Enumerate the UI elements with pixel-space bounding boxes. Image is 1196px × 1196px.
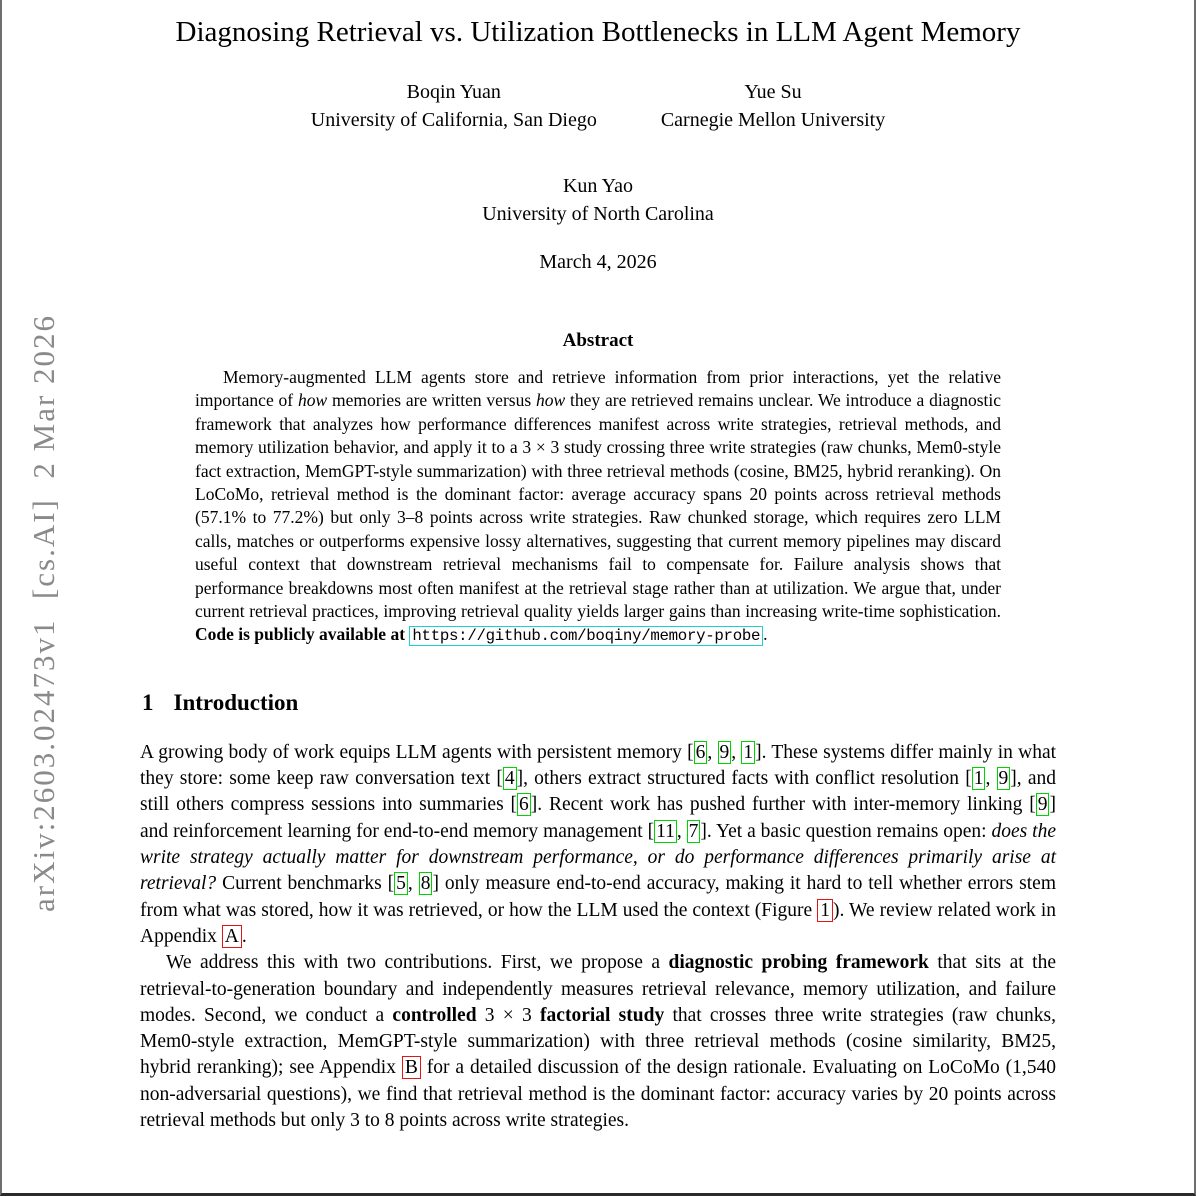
author-2-affiliation: Carnegie Mellon University	[660, 109, 886, 131]
text-segment: ,	[731, 741, 742, 763]
text-segment: ] and reinforcement learning for end-to-end memory management [	[140, 794, 1056, 842]
section-title: Introduction	[173, 689, 299, 715]
text-segment: ,	[407, 873, 419, 895]
text-segment: ,	[985, 768, 997, 790]
cross-reference-link[interactable]: A	[222, 925, 242, 948]
text-segment: ,	[676, 820, 687, 842]
citation-link[interactable]: 1	[973, 768, 984, 790]
author-3	[2, 172, 1194, 228]
citation-link[interactable]: 9	[719, 741, 730, 763]
intro-paragraph-2	[140, 950, 1056, 1134]
bold-text: Code is publicly available at	[195, 624, 406, 645]
citation-link[interactable]: 9	[998, 768, 1009, 790]
author-2-name: Yue Su	[744, 81, 802, 103]
text-segment: for a detailed discussion of the design rationale. Evaluating on LoCoMo (1,540 non-adversarial questions), we find that retrieval method is the dominant factor: accuracy varies by 20 points across retrieval methods but only 3 to 8 points across write strategies.	[140, 1057, 1056, 1132]
section-heading-introduction	[142, 687, 1194, 718]
citation-link[interactable]: 4	[504, 768, 515, 790]
text-segment: they are retrieved remains unclear. We introduce a diagnostic framework that analyzes how performance differences manifest across write strategies, retrieval methods, and memory utilization behavior, and apply it to a 3 × 3 study crossing three write strategies (raw chunks, Mem0-style fact extraction, MemGPT-style summarization) with three retrieval methods (cosine, BM25, hybrid reranking). On LoCoMo, retrieval method is the dominant factor: average accuracy spans 20 points across retrieval methods (57.1% to 77.2%) but only 3–8 points across write strategies. Raw chunked storage, which requires zero LLM calls, matches or outperforms expensive lossy alternatives, suggesting that current memory pipelines may discard useful context that downstream retrieval mechanisms fail to compensate for. Failure analysis shows that performance breakdowns most often manifest at the retrieval stage rather than at utilization. We argue that, under current retrieval practices, improving retrieval quality yields larger gains than increasing write-time sophistication.	[195, 390, 1002, 622]
citation-link[interactable]: 1	[743, 741, 754, 763]
text-segment: .	[763, 624, 768, 645]
text-segment: ,	[707, 741, 718, 763]
bold-text: controlled	[392, 1004, 477, 1026]
text-segment: ]. Yet a basic question remains open:	[700, 820, 992, 842]
author-3-affiliation: University of North Carolina	[482, 203, 714, 225]
abstract-text	[195, 366, 1001, 649]
author-1	[311, 78, 597, 134]
citation-link[interactable]: 6	[519, 794, 529, 816]
cross-reference-link[interactable]: B	[402, 1056, 421, 1079]
citation-link[interactable]: 5	[396, 873, 406, 895]
author-3-name: Kun Yao	[562, 175, 634, 197]
author-2	[661, 78, 885, 134]
citation-link[interactable]: 9	[1037, 794, 1048, 816]
cross-reference-link[interactable]: 1	[817, 899, 833, 922]
text-segment: A growing body of work equips LLM agents with persistent memory [	[140, 741, 694, 763]
arxiv-watermark: arXiv:2603.02473v1 [cs.AI] 2 Mar 2026	[26, 313, 61, 912]
intro-paragraph-1	[140, 740, 1056, 950]
italic-text: does the write strategy actually matter for downstream performance, or do performance differences primarily arise at retrieval?	[140, 820, 1056, 895]
text-segment: that crosses three write strategies (raw chunks, Mem0-style extraction, MemGPT-style summarization) with three retrieval methods (cosine similarity, BM25, hybrid reranking); see Appendix	[140, 1004, 1057, 1079]
text-segment: Current benchmarks [	[216, 873, 395, 895]
text-segment: ). We review related work in Appendix	[140, 899, 1057, 947]
abstract-heading: Abstract	[562, 330, 634, 351]
text-segment: ], and still others compress sessions into summaries [	[140, 768, 1057, 816]
text-segment: .	[241, 925, 247, 947]
text-segment: ], others extract structured facts with conflict resolution [	[516, 768, 972, 790]
external-url-link[interactable]: https://github.com/boqiny/memory-probe	[409, 626, 763, 646]
citation-link[interactable]: 8	[420, 873, 431, 895]
paper-date: March 4, 2026	[539, 251, 657, 273]
text-segment: memories are written versus	[327, 390, 536, 411]
paper-title: Diagnosing Retrieval vs. Utilization Bottlenecks in LLM Agent Memory	[175, 16, 1021, 48]
text-segment: We address this with two contributions. First, we propose a	[166, 952, 669, 974]
citation-link[interactable]: 6	[695, 741, 706, 763]
italic-text: how	[297, 390, 328, 411]
authors-row	[2, 78, 1194, 134]
bold-text: factorial study	[540, 1004, 665, 1026]
text-segment: ] only measure end-to-end accuracy, making it hard to tell whether errors stem from what was stored, how it was retrieved, or how the LLM used the context (Figure	[140, 873, 1056, 921]
author-1-affiliation: University of California, San Diego	[310, 109, 597, 131]
text-segment: Memory-augmented LLM agents store and retrieve information from prior interactions, yet the relative importance of	[195, 367, 1001, 411]
text-segment: that sits at the retrieval-to-generation boundary and independently measures retrieval relevance, memory utilization, and failure modes. Second, we conduct a	[140, 952, 1056, 1026]
bold-text: diagnostic probing framework	[668, 952, 929, 974]
text-segment: ]. Recent work has pushed further with inter-memory linking [	[530, 794, 1036, 816]
author-1-name: Boqin Yuan	[406, 81, 501, 103]
citation-link[interactable]: 11	[656, 820, 675, 842]
text-segment: 3 × 3	[476, 1004, 541, 1026]
citation-link[interactable]: 7	[688, 820, 699, 842]
section-number: 1	[142, 689, 154, 715]
text-segment: ]. These systems differ mainly in what they store: some keep raw conversation text [	[140, 741, 1057, 790]
italic-text: how	[535, 390, 566, 411]
